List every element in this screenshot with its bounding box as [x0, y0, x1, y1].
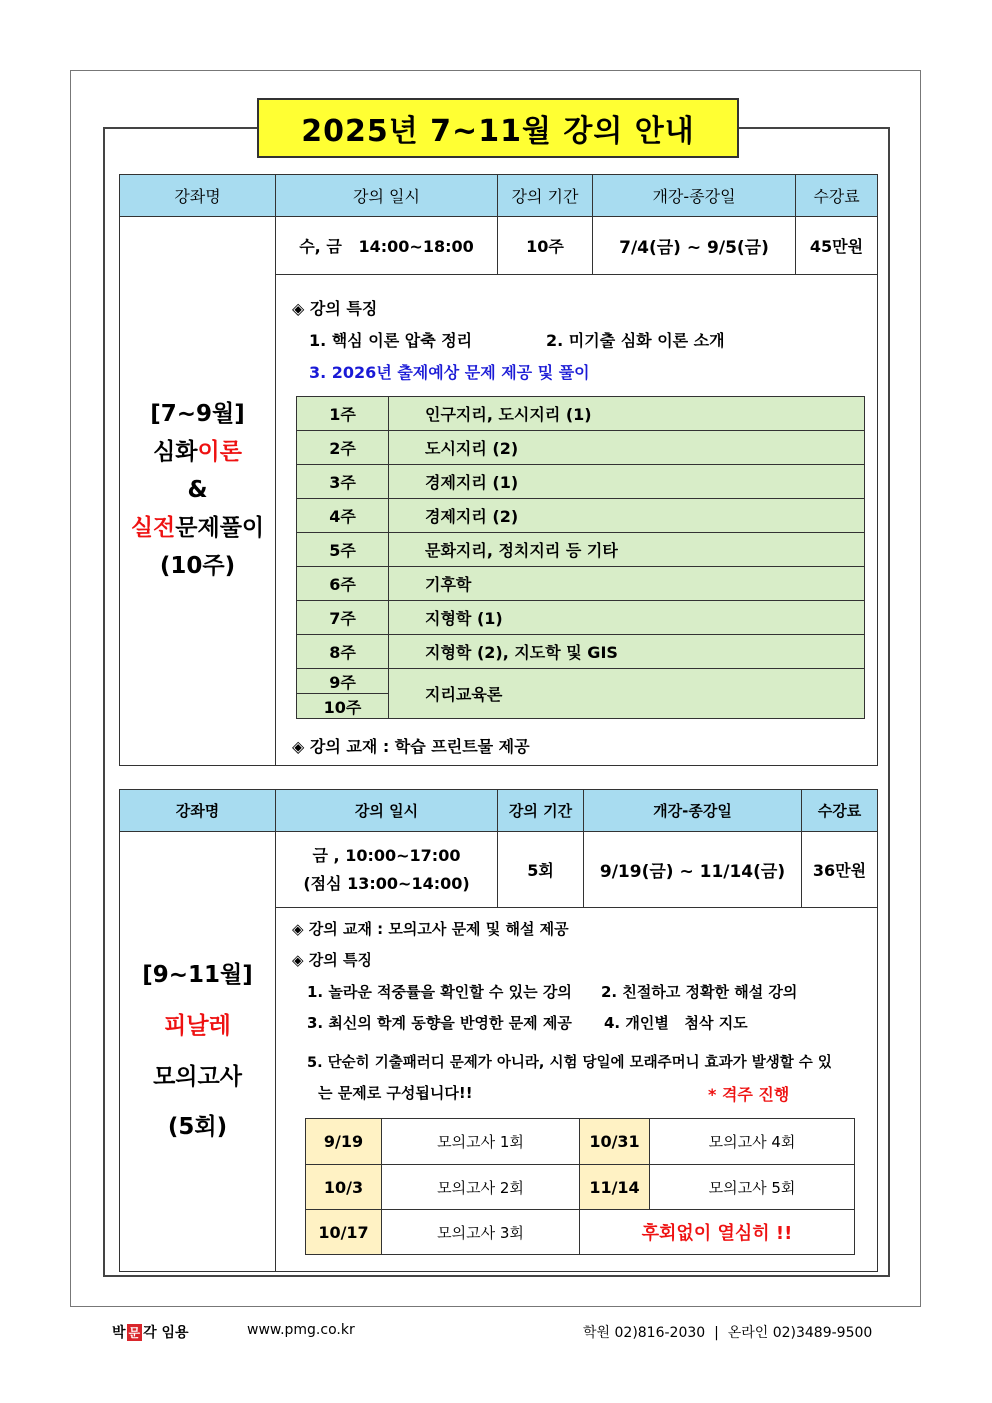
course1-ampersand: &: [187, 477, 208, 504]
exam-date: 10/31: [580, 1119, 650, 1165]
week-topic: 문화지리, 정치지리 등 기타: [389, 533, 865, 567]
course1-weeks-table: [296, 396, 865, 719]
week-row: [297, 567, 865, 601]
course2-feature-5-cont: 는 문제로 구성됩니다!!: [318, 1084, 473, 1102]
course1-fee: 45만원: [796, 217, 878, 275]
exam-date: 9/19: [306, 1119, 382, 1165]
course1-subtitle-a: 실전: [130, 514, 176, 541]
week-row: [297, 499, 865, 533]
header-schedule: 강의 일시: [276, 790, 498, 832]
week-label: 1주: [297, 397, 389, 431]
week-label: 2주: [297, 431, 389, 465]
exam-name: 모의고사 4회: [650, 1119, 855, 1165]
week-label: 7주: [297, 601, 389, 635]
course1-feature-1: 1. 핵심 이론 압축 정리: [309, 331, 473, 350]
course1-feature-3: 3. 2026년 출제예상 문제 제공 및 풀이: [309, 363, 590, 382]
course1-header-row: [120, 175, 878, 217]
course2-schedule-lunch: (점심 13:00~14:00): [303, 873, 470, 893]
exam-row: [306, 1119, 855, 1165]
course2-feature-2: 2. 친절하고 정확한 해설 강의: [601, 983, 798, 1001]
week-row: [297, 465, 865, 499]
logo-text-d: 임용: [156, 1325, 189, 1341]
course1-subtitle-line: [120, 510, 275, 548]
course2-feature-4: 4. 개인별 첨삭 지도: [604, 1014, 748, 1032]
week-label: 3주: [297, 465, 389, 499]
exam-row: [306, 1210, 855, 1255]
header-dates: 개강-종강일: [584, 790, 802, 832]
course2-feature-5: 5. 단순히 기출패러디 문제가 아니라, 시험 당일에 모래주머니 효과가 발생할 수 있: [307, 1055, 832, 1071]
course1-duration: 10주: [498, 217, 593, 275]
course1-name: [120, 217, 276, 766]
week-label: 8주: [297, 635, 389, 669]
course1-features-title: ◈ 강의 특징: [292, 299, 378, 318]
course2-fee: 36만원: [802, 832, 878, 908]
course1-title-b: 이론: [197, 439, 242, 466]
week-topic: 경제지리 (1): [389, 465, 865, 499]
week-row: [297, 431, 865, 465]
header-dates: 개강-종강일: [593, 175, 796, 217]
week-label: 4주: [297, 499, 389, 533]
course1-textbook: ◈ 강의 교재 : 학습 프린트물 제공: [292, 737, 530, 756]
course2-duration: 5회: [498, 832, 584, 908]
course2-info-row: [120, 832, 878, 908]
course1-title-a: 심화: [153, 439, 198, 466]
week-label: 6주: [297, 567, 389, 601]
course2-dates: 9/19(금) ~ 11/14(금): [584, 832, 802, 908]
week-row: [297, 533, 865, 567]
exam-name: 모의고사 5회: [650, 1165, 855, 1210]
course2-feature-1: 1. 놀라운 적중률을 확인할 수 있는 강의: [307, 983, 572, 1001]
slogan: 후회없이 열심히 !!: [580, 1210, 855, 1255]
week-topic: 지형학 (1): [389, 601, 865, 635]
course1-title-line: [120, 434, 275, 472]
course1-schedule: 수, 금 14:00~18:00: [276, 217, 498, 275]
exam-name: 모의고사 3회: [382, 1210, 580, 1255]
week-topic: 지형학 (2), 지도학 및 GIS: [389, 635, 865, 669]
footer-website[interactable]: www.pmg.co.kr: [247, 1322, 355, 1338]
course1-weeks-count: (10주): [159, 552, 236, 579]
logo-text-c: 각: [143, 1325, 157, 1341]
week-topic: 인구지리, 도시지리 (1): [389, 397, 865, 431]
exam-date: 10/3: [306, 1165, 382, 1210]
week-topic: 기후학: [389, 567, 865, 601]
course2-feature-3: 3. 최신의 학계 동향을 반영한 문제 제공: [307, 1014, 572, 1032]
course2-name: [120, 832, 276, 1272]
course2-schedule: [276, 832, 498, 908]
exam-date: 10/17: [306, 1210, 382, 1255]
course2-schedule-time: 금 , 10:00~17:00: [312, 846, 461, 866]
footer-phone: 학원 02)816-2030 | 온라인 02)3489-9500: [583, 1325, 873, 1341]
header-duration: 강의 기간: [498, 175, 593, 217]
footer-logo: [112, 1322, 189, 1342]
week-row: [297, 635, 865, 669]
header-schedule: 강의 일시: [276, 175, 498, 217]
course1-info-row: [120, 217, 878, 275]
week-label: 10주: [297, 694, 389, 719]
week-label: 9주: [297, 669, 389, 694]
logo-text-a: 박: [112, 1325, 126, 1341]
logo-mark: 문: [128, 1326, 141, 1340]
course1-period: [7~9월]: [150, 401, 245, 428]
header-duration: 강의 기간: [498, 790, 584, 832]
header-fee: 수강료: [796, 175, 878, 217]
course2-count: (5회): [167, 1114, 228, 1141]
course2-header-row: [120, 790, 878, 832]
course2-subtitle: 모의고사: [153, 1063, 242, 1090]
week-topic: 도시지리 (2): [389, 431, 865, 465]
course2-title: 피날레: [164, 1012, 231, 1039]
exam-name: 모의고사 1회: [382, 1119, 580, 1165]
page-title: 2025년 7~11월 강의 안내: [257, 98, 739, 158]
week-label: 5주: [297, 533, 389, 567]
exam-schedule-table: [305, 1118, 855, 1255]
course1-dates: 7/4(금) ~ 9/5(금): [593, 217, 796, 275]
header-course-name: 강좌명: [120, 790, 276, 832]
course1-subtitle-b: 문제풀이: [175, 514, 265, 541]
week-row: [297, 601, 865, 635]
week-row: [297, 397, 865, 431]
course2-period: [9~11월]: [142, 962, 253, 989]
week-topic: 지리교육론: [389, 669, 865, 719]
header-fee: 수강료: [802, 790, 878, 832]
course2-textbook: ◈ 강의 교재 : 모의고사 문제 및 해설 제공: [292, 920, 569, 938]
exam-name: 모의고사 2회: [382, 1165, 580, 1210]
week-topic: 경제지리 (2): [389, 499, 865, 533]
exam-date: 11/14: [580, 1165, 650, 1210]
course2-features-title: ◈ 강의 특징: [292, 951, 372, 969]
course2-note: * 격주 진행: [708, 1085, 790, 1104]
course1-feature-2: 2. 미기출 심화 이론 소개: [546, 331, 725, 350]
header-course-name: 강좌명: [120, 175, 276, 217]
week-row: [297, 669, 865, 694]
exam-row: [306, 1165, 855, 1210]
